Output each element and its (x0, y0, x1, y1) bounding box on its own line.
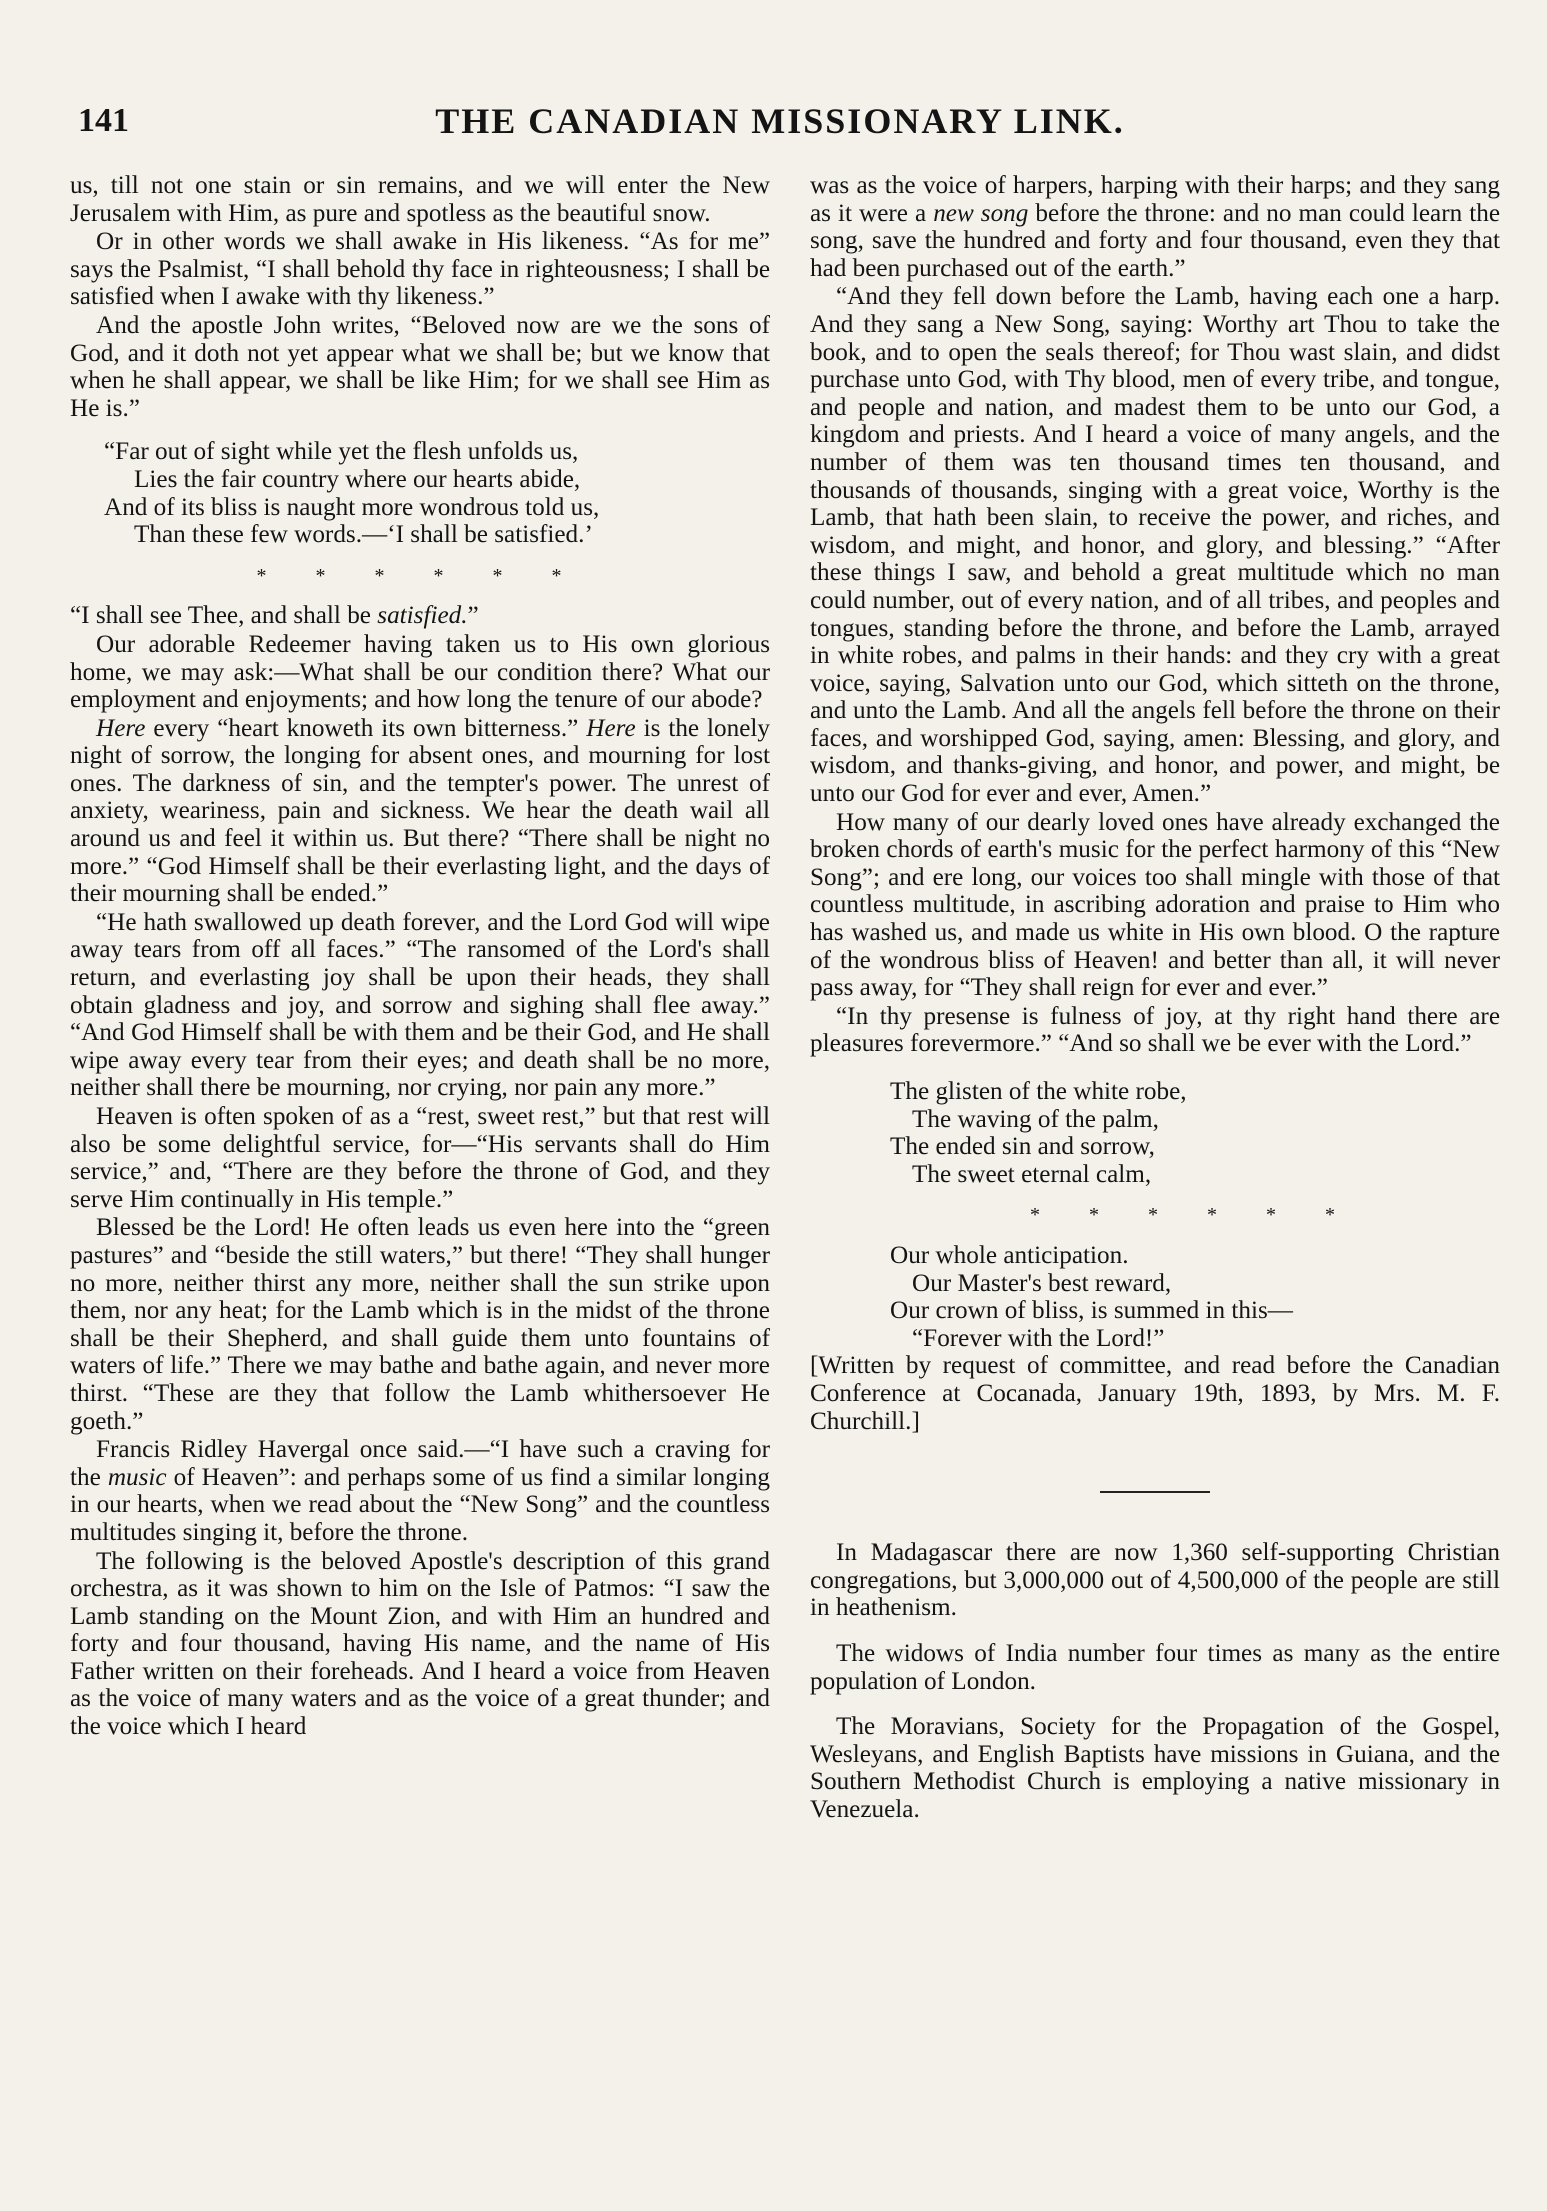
emphasis: Here (96, 714, 146, 742)
paragraph: Our adorable Redeemer having taken us to His own glorious home, we may ask:—What shall be our condition there? What our employment and enjoyments; and how long the tenure of our abode? (70, 630, 770, 714)
poem-line: Our crown of bliss, is summed in this— (890, 1297, 1293, 1325)
poem-line: “Forever with the Lord!” (912, 1324, 1165, 1352)
paragraph: Heaven is often spoken of as a “rest, sweet rest,” but that rest will also be some delightful service, for—“His servants shall do Him service,” and, “There are they before the throne of God, and they serve Him continually in His temple.” (70, 1103, 770, 1213)
paragraph: “In thy presense is fulness of joy, at thy right hand there are pleasures forevermore.” “And so shall we be ever with the Lord.” (810, 1002, 1500, 1058)
news-item: The widows of India number four times as many as the entire population of London. (810, 1639, 1500, 1695)
left-column (70, 172, 770, 1742)
paragraph (70, 602, 770, 630)
poem-line: The ended sin and sorrow, (890, 1133, 1155, 1161)
paragraph: “And they fell down before the Lamb, having each one a harp. And they sang a New Song, saying: Worthy art Thou to take the book, and to open the seals thereof; for Thou wast slain, and didst purchase unto God, with Thy blood, men of every tribe, and tongue, and people and nation, and madest them to be unto our God, a kingdom and priests. And I heard a voice of many angels, and the number of them was ten thousand times ten thousand, and thousands of thousands, singing with a great voice, Worthy is the Lamb, that hath been slain, to receive the power, and riches, and wisdom, and might, and honor, and glory, and blessing.” “After these things I saw, and behold a great multitude which no man could number, out of every nation, and of all tribes, and peoples and tongues, standing before the throne, and before the Lamb, arrayed in white robes, and palms in their hands: and they cry with a great voice, saying, Salvation unto our God, which sitteth on the throne, and unto the Lamb. And all the angels fell before the throne on their faces, and worshipped God, saying, amen: Blessing, and glory, and wisdom, and thanks-giving, and honor, and power, and might, be unto our God for ever and ever, Amen.” (810, 283, 1500, 808)
paragraph (70, 1436, 770, 1546)
news-item: The Moravians, Society for the Propagation of the Gospel, Wesleyans, and English Baptists have missions in Guiana, and the Southern Methodist Church is employing a native missionary in Venezuela. (810, 1713, 1500, 1823)
emphasis: new song (933, 199, 1029, 227)
text: before the throne: and no man could learn the song, save the hundred and forty and four thousand, even they that had been purchased out of the earth.” (810, 199, 1500, 282)
poem-line: Our Master's best reward, (912, 1269, 1172, 1297)
text: ” (467, 602, 479, 630)
paragraph: The following is the beloved Apostle's description of this grand orchestra, as it was shown to him on the Isle of Patmos: “I saw the Lamb standing on the Mount Zion, and with Him an hundred and forty and four thousand, having His name, and the name of His Father written on their foreheads. And I heard a voice from Heaven as the voice of many waters and as the voice of a great thunder; and the voice which I heard (70, 1547, 770, 1741)
text: Francis Ridley Havergal once said.—“I have such a craving for the (70, 1436, 770, 1491)
paragraph: “He hath swallowed up death forever, and the Lord God will wipe away tears from off all faces.” “The ransomed of the Lord's shall return, and everlasting joy shall be upon their heads, they shall obtain gladness and joy, and sorrow and sighing shall flee away.” “And God Himself shall be with them and be their God, and He shall wipe away every tear from their eyes; and death shall be no more, neither shall there be mourning, nor crying, nor pain any more.” (70, 908, 770, 1102)
closing-poem (890, 1078, 1500, 1352)
section-divider-stars: * * * * * * (256, 564, 584, 587)
section-divider-stars: * * * * * * (1030, 1204, 1357, 1227)
text: every “heart knoweth its own bitterness.” (145, 714, 587, 742)
text: “I shall see Thee, and shall be (70, 602, 378, 630)
text: was as the voice of harpers, harping with their harps; and they sang as it were a (810, 172, 1500, 227)
poem-line: The waving of the palm, (912, 1105, 1159, 1133)
poem-line: Than these few words.—‘I shall be satisfied.’ (134, 521, 593, 549)
poem-line: “Far out of sight while yet the flesh unfolds us, (104, 438, 579, 466)
paragraph (70, 715, 770, 908)
poem-line: Our whole anticipation. (890, 1241, 1129, 1269)
poem-line: Lies the fair country where our hearts abide, (134, 465, 581, 493)
emphasis: satisfied. (377, 602, 468, 630)
page-number: 141 (78, 102, 129, 139)
paragraph: Blessed be the Lord! He often leads us even here into the “green pastures” and “beside the still waters,” but there! “They shall hunger no more, neither thirst any more, neither shall the sun strike upon them, nor any heat; for the Lamb which is in the midst of the throne shall be their Shepherd, and shall guide them unto fountains of waters of life.” There we may bathe and bathe again, and never more thirst. “These are they that follow the Lamb whithersoever He goeth.” (70, 1214, 770, 1435)
section-rule (1100, 1491, 1210, 1493)
text: of Heaven”: and perhaps some of us find a similar longing in our hearts, when we read about the “New Song” and the countless multitudes singing it, before the throne. (70, 1463, 770, 1546)
poem-line: The sweet eternal calm, (912, 1160, 1152, 1188)
author-credit: [Written by request of committee, and read before the Canadian Conference at Cocanada, January 19th, 1893, by Mrs. M. F. Churchill.] (810, 1352, 1500, 1435)
text: is the lonely night of sorrow, the longing for absent ones, and mourning for lost ones. The darkness of sin, and the tempter's power. The unrest of anxiety, weariness, pain and sickness. We hear the death wail all around us and feel it within us. But there? “There shall be night no more.” “God Himself shall be their everlasting light, and the days of their mourning shall be ended.” (70, 714, 770, 908)
poem-line: The glisten of the white robe, (890, 1078, 1187, 1105)
right-column (810, 172, 1500, 1841)
paragraph: us, till not one stain or sin remains, and we will enter the New Jerusalem with Him, as pure and spotless as the beautiful snow. (70, 172, 770, 227)
poem-line: And of its bliss is naught more wondrous told us, (104, 493, 600, 521)
paragraph (810, 172, 1500, 282)
poem-quote (104, 438, 770, 548)
paragraph: And the apostle John writes, “Beloved now are we the sons of God, and it doth not yet appear what we shall be; but we know that when he shall appear, we shall be like Him; for we shall see Him as He is.” (70, 311, 770, 422)
running-title: THE CANADIAN MISSIONARY LINK. (435, 101, 1125, 141)
page-header (60, 96, 1500, 156)
paragraph: How many of our dearly loved ones have already exchanged the broken chords of earth's music for the perfect harmony of this “New Song”; and ere long, our voices too shall mingle with those of that countless multitude, in ascribing adoration and praise to Him who has washed us, and made us white in His own blood. O the rapture of the wondrous bliss of Heaven! and better than all, it will never pass away, for “They shall reign for ever and ever.” (810, 808, 1500, 1002)
paragraph: Or in other words we shall awake in His likeness. “As for me” says the Psalmist, “I shall behold thy face in righteousness; I shall be satisfied when I awake with thy likeness.” (70, 228, 770, 311)
emphasis: music (107, 1463, 167, 1491)
news-item: In Madagascar there are now 1,360 self-supporting Christian congregations, but 3,000,000 out of 4,500,000 of the people are still in heathenism. (810, 1539, 1500, 1622)
news-items (810, 1539, 1500, 1823)
emphasis: Here (586, 714, 636, 742)
